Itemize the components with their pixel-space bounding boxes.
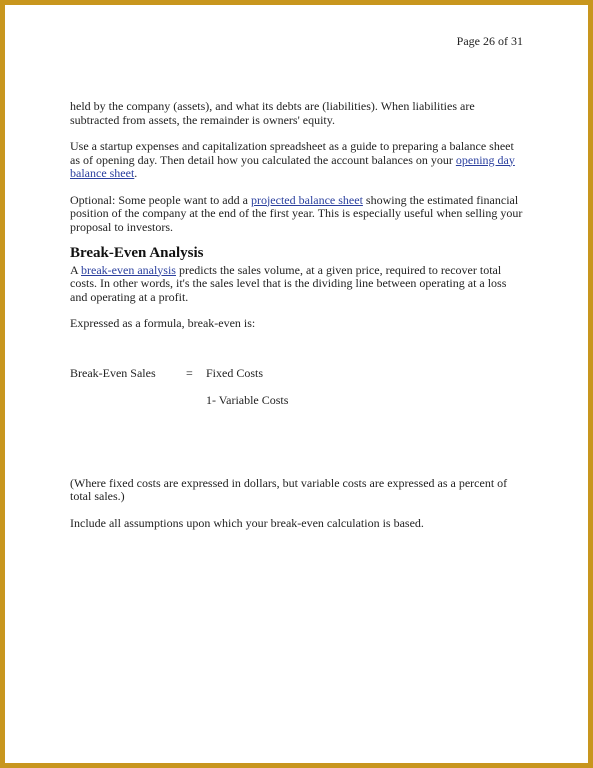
paragraph-startup (70, 140, 526, 181)
paragraph-optional-tail: showing the estimated financial position of the company at the end of the first year. This is especially useful when selling your proposal to investors. (70, 192, 523, 234)
document-body (70, 100, 526, 543)
paragraph-optional (70, 194, 526, 235)
formula-denominator: 1- Variable Costs (206, 392, 289, 407)
paragraph-startup-tail: . (134, 166, 138, 180)
break-even-analysis-link[interactable]: break-even analysis (81, 262, 176, 277)
section-heading: Break-Even Analysis (70, 245, 204, 261)
formula-intro: Expressed as a formula, break-even is: (70, 316, 256, 330)
intro-lead: A (70, 262, 79, 277)
paragraph-startup-text: Use a startup expenses and capitalization spreadsheet as a guide to preparing a balance sheet as of opening day. Then detail how you calculated the account balances on your (70, 139, 514, 167)
formula-equals: = (186, 365, 193, 380)
paragraph-note: (Where fixed costs are expressed in dollars, but variable costs are expressed as a percent of total sales.) (70, 475, 508, 503)
projected-balance-sheet-link[interactable]: projected balance sheet (250, 192, 363, 207)
intro-tail: predicts the sales volume, at a given price, required to recover total costs. In other words, it's the sales level that is the dividing line between operating at a loss and operating at a profit. (70, 262, 507, 304)
page-number: Page 26 of 31 (456, 34, 523, 48)
paragraph-breakeven-intro (70, 264, 526, 305)
paragraph-assumptions: Include all assumptions upon which your break-even calculation is based. (70, 515, 424, 530)
paragraph-optional-lead: Optional: Some people want to add a (70, 192, 248, 207)
break-even-formula (70, 367, 526, 437)
paragraph-assets: held by the company (assets), and what its debts are (liabilities). When liabilities are subtracted from assets, the remainder is owners' equity. (70, 99, 475, 127)
formula-label: Break-Even Sales (70, 365, 156, 380)
formula-numerator: Fixed Costs (206, 365, 264, 380)
opening-day-balance-sheet-link[interactable]: opening day balance sheet (70, 152, 515, 180)
